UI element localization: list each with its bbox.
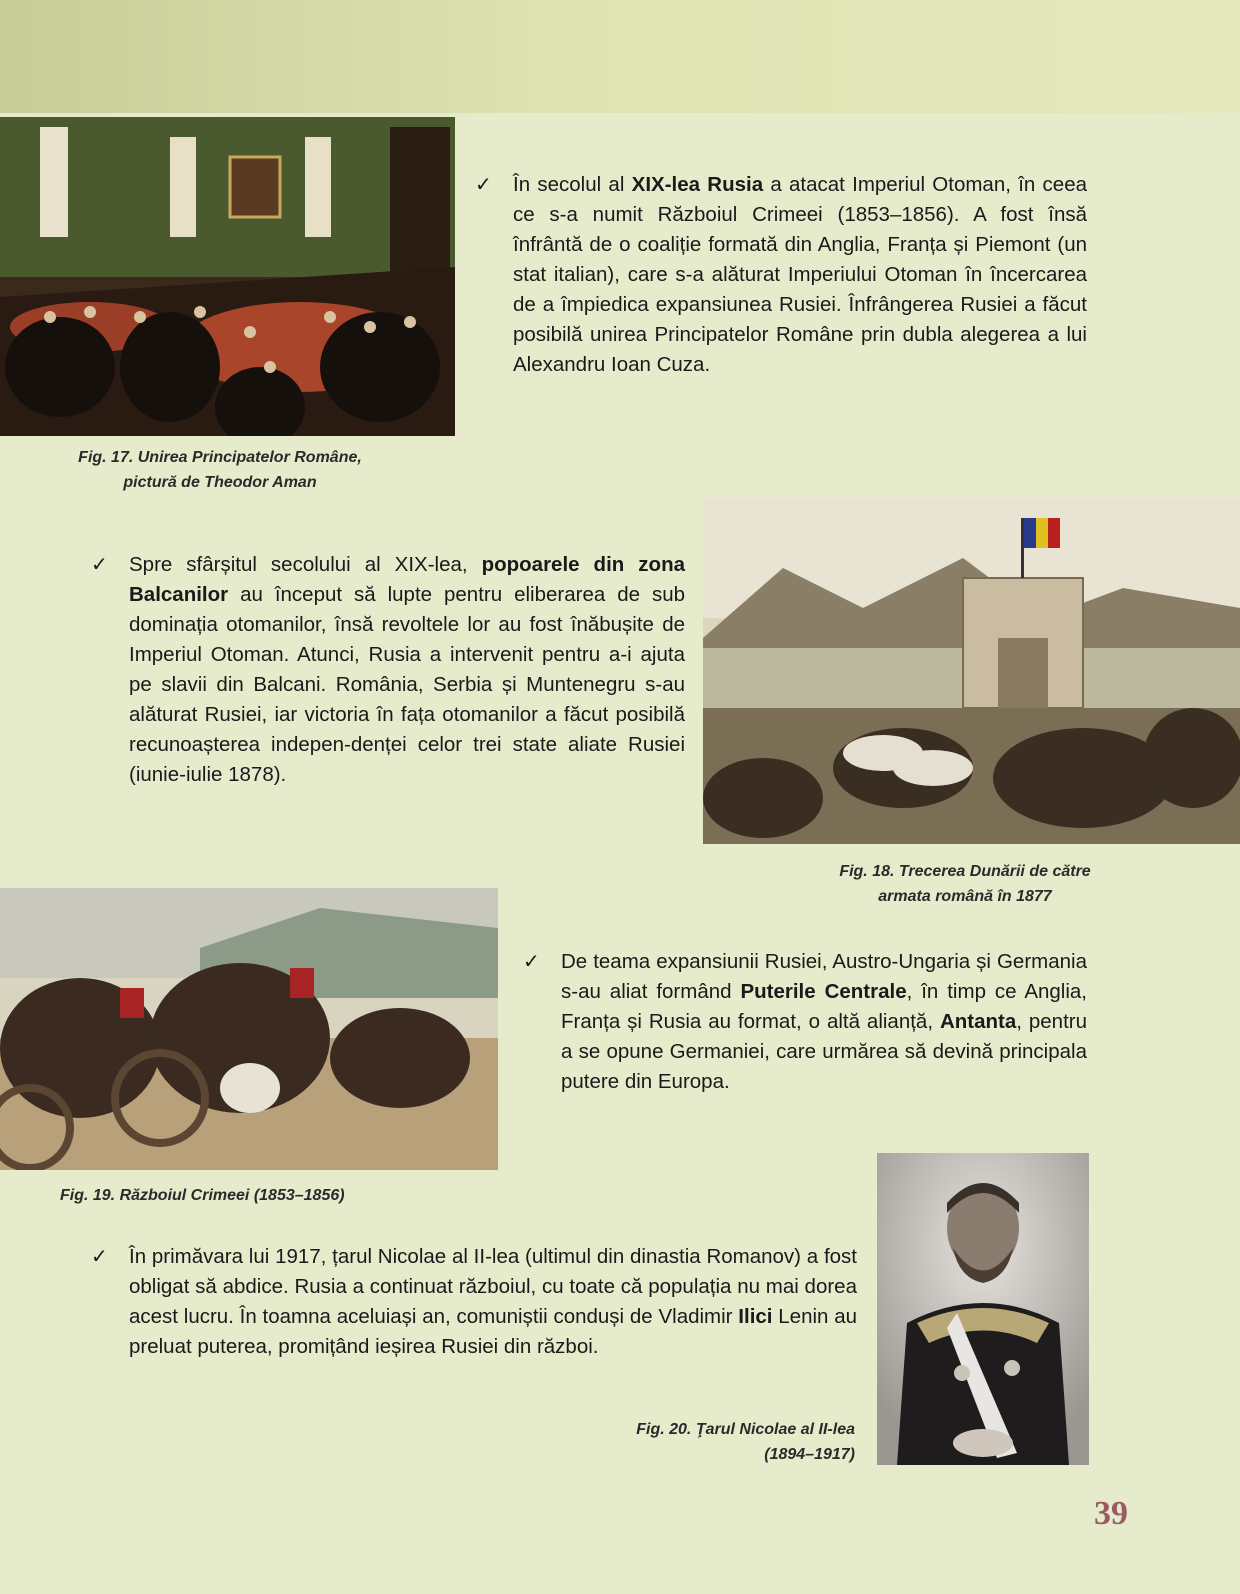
paragraph-alliances	[523, 947, 1088, 1097]
caption-line: pictură de Theodor Aman	[123, 474, 317, 491]
text-segment-bold: Puterile Centrale	[740, 980, 907, 1003]
caption-line: (1894–1917)	[764, 1446, 855, 1463]
paragraph-crimean-war	[475, 170, 1087, 380]
text-segment: În primăvara lui 1917, țarul Nicolae al II-lea (ultimul din dinastia Romanov) a fost obligat să abdice. Rusia a continuat războiul, cu toate că populația nu mai dorea acest lucru. În toamna aceluiași an, comuniștii conduși de Vladimir	[129, 1245, 857, 1328]
caption-line: Fig. 19. Războiul Crimeei (1853–1856)	[60, 1187, 345, 1204]
check-icon: ✓	[91, 1246, 108, 1268]
caption-line: Fig. 18. Trecerea Dunării de către	[839, 863, 1091, 880]
text-segment: De teama expansiunii Rusiei, Austro-Ungaria și Germania s-au aliat formând	[561, 950, 1087, 1003]
figure-17-painting	[0, 117, 455, 436]
caption-line: Fig. 20. Ţarul Nicolae al II-lea	[636, 1421, 855, 1438]
figure-18-painting	[703, 498, 1240, 844]
text-segment: În secolul al	[513, 173, 632, 196]
text-segment: au început să lupte pentru eliberarea de sub dominația otomanilor, însă revoltele lor au fost înăbușite de Imperiul Otoman. Atunci, Rusia a intervenit pentru a-i ajuta pe slavii din Balcani. România, Serbia și Muntenegru s-au alăturat Rusiei, iar victoria în fața otomanilor a făcut posibilă recunoașterea indepen-denței celor trei state aliate Rusiei (iunie-iulie 1878).	[129, 583, 685, 786]
text-segment: , pentru a se opune Germaniei, care urmărea să devină principala putere din Europa.	[561, 1010, 1087, 1093]
check-icon: ✓	[91, 554, 108, 576]
figure-17-caption	[0, 445, 440, 495]
check-icon: ✓	[475, 174, 492, 196]
figure-18-caption	[800, 859, 1130, 909]
text-segment-bold: popoarele din zona Balcanilor	[129, 553, 685, 606]
text-segment-bold: XIX-lea Rusia	[631, 173, 764, 196]
text-segment: Spre sfârșitul secolului al XIX-lea,	[129, 553, 482, 576]
text-segment-bold: Ilici	[738, 1305, 773, 1328]
text-segment: , în timp ce Anglia, Franța și Rusia au format, o altă alianță,	[561, 980, 1088, 1033]
page-number: 39	[1094, 1495, 1128, 1532]
paragraph-1917-revolution	[91, 1242, 858, 1362]
text-segment: Lenin au preluat puterea, promițând ieșirea Rusiei din război.	[129, 1305, 858, 1358]
header-band	[0, 0, 1240, 113]
figure-20-portrait	[877, 1153, 1089, 1465]
text-segment: a atacat Imperiul Otoman, în ceea ce s-a numit Războiul Crimeei (1853–1856). A fost însă înfrântă de o coaliție formată din Anglia, Franța și Piemont (un stat italian), care s-a alăturat Imperiului Otoman în încercarea de a împiedica expansiunea Rusiei. Înfrângerea Rusiei a făcut posibilă unirea Principatelor Române prin dubla alegerea a lui Alexandru Ioan Cuza.	[513, 173, 1087, 376]
caption-line: Fig. 17. Unirea Principatelor Române,	[78, 449, 362, 466]
figure-19-caption	[60, 1183, 460, 1208]
text-segment-bold: Antanta	[939, 1010, 1017, 1033]
caption-line: armata română în 1877	[878, 888, 1052, 905]
figure-20-caption	[560, 1417, 855, 1467]
paragraph-balkans	[91, 550, 685, 790]
figure-19-painting	[0, 888, 498, 1170]
check-icon: ✓	[523, 951, 540, 973]
